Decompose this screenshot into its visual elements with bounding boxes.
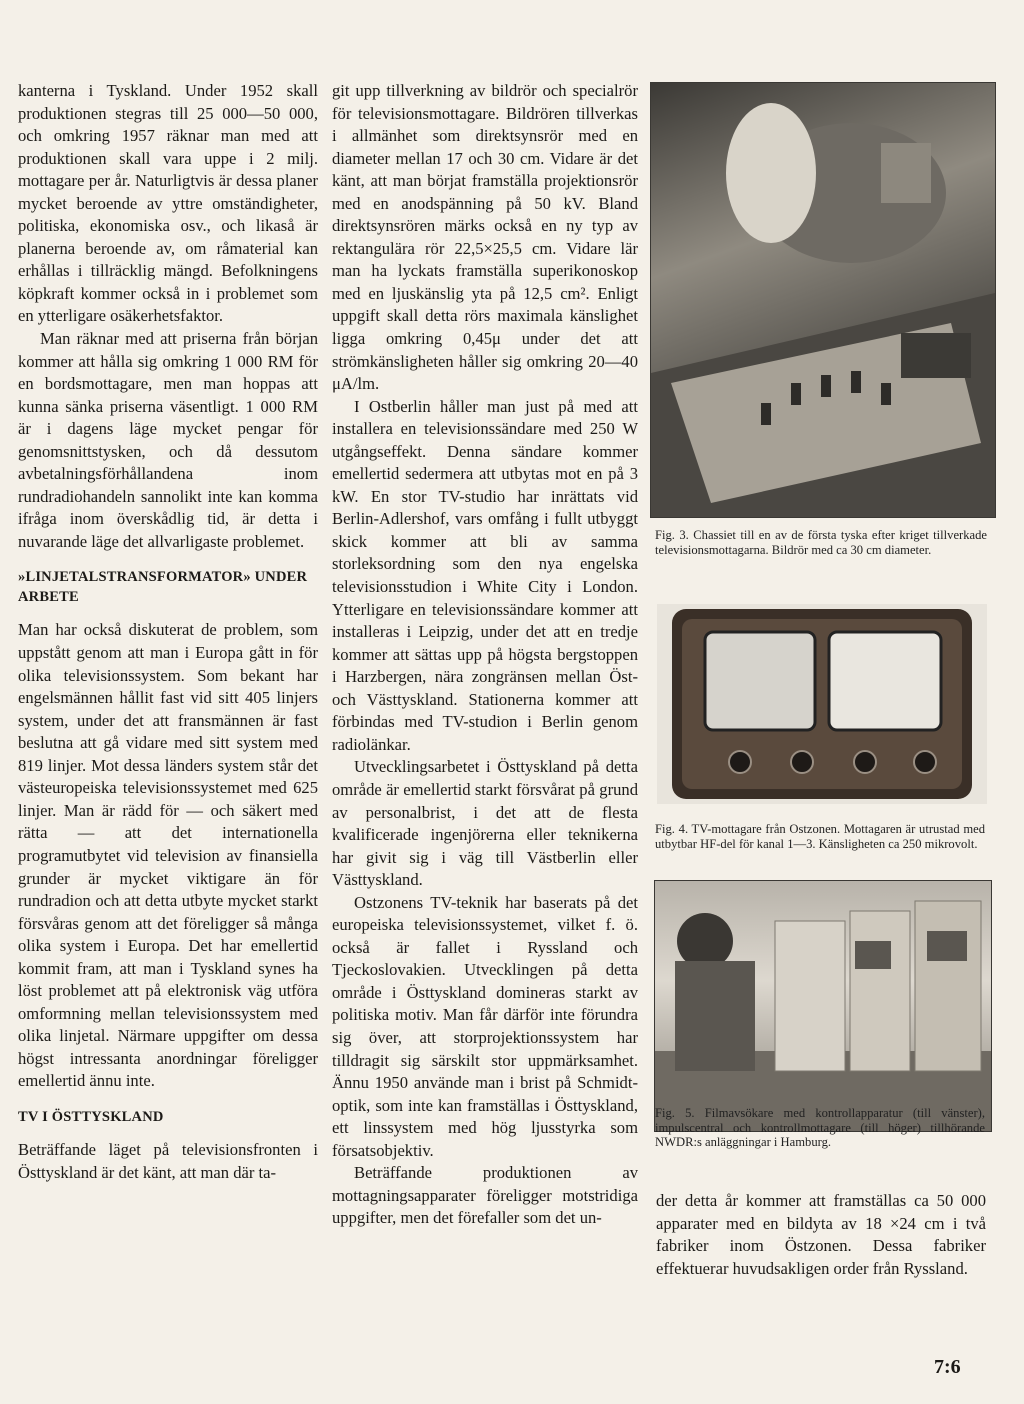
figure-3-chassis-photo xyxy=(650,82,996,518)
text-column-2 xyxy=(332,80,638,1230)
paragraph: Man räknar med att priserna från början kommer att hålla sig omkring 1 000 RM för en bordsmottagare, men man hoppas att kunna sänka priserna väsentligt. 1 000 RM är i dagens läge mycket pengar för genomsnittstysken, och då dessutom avbetalningsförhållandena inom rundradiohandeln sannolikt inte kan komma ifråga inom överskådlig tid, är detta i nuvarande läge det allvarligaste problemet. xyxy=(18,329,318,551)
paragraph: I Ostberlin håller man just på med att installera en televisionssändare med 250 W utgångseffekt. Denna sändare kommer emellertid sedermera att utbytas mot en på 3 kW. En stor TV-studio har inrättats vid Berlin-Adlershof, vars omfång i fullt utbyggt skick kommer att bli av samma storleksordning som den nya engelska televisionsstudion i White City i London. Ytterligare en televisionssändare kommer att installeras i Leipzig, under det att en tredje kommer att sättas upp på högsta bergstoppen i Harzbergen, nära zongränsen mellan Öst- och Västtyskland. Stationerna kommer att förbindas med TV-studion i Berlin genom radiolänkar. xyxy=(332,396,638,754)
figure-4-tv-receiver-photo xyxy=(657,604,987,804)
section-heading: TV I ÖSTTYSKLAND xyxy=(18,1108,164,1125)
paragraph: der detta år kommer att framställas ca 50 000 apparater med en bildyta av 18 ×24 cm i två fabriker inom Östzonen. Dessa fabriker effektuerar huvudsakligen order från Ryssland. xyxy=(656,1191,986,1278)
paragraph: kanterna i Tyskland. Under 1952 skall produktionen stegras till 25 000—50 000, och omkring 1957 räknar man med att produktionen skall vara uppe i 2 milj. mottagare per år. Naturligtvis är dessa planer mycket beroende av yttre omständigheter, politiska, ekonomiska osv., och likaså är planerna beroende av, om råmaterial kan erhållas i tillräcklig mängd. Befolkningens köpkraft kommer också in i problemet som en ytterligare osäkerhetsfaktor. xyxy=(18,81,318,326)
paragraph: Beträffande produktionen av mottagningsapparater föreligger motstridiga uppgifter, men det förefaller som det un- xyxy=(332,1163,638,1228)
figure-5-film-scanner-photo xyxy=(654,880,992,1132)
paragraph: Ostzonens TV-teknik har baserats på det europeiska televisionssystemet, vilket f. ö. också är fallet i Ryssland och Tjeckoslovakien. Utvecklingen på detta område i Östtyskland domineras starkt av politiska motiv. Man får därför inte förundra sig över, att storprojektionssystem har tilldragit sig särskilt stor uppmärksamhet. Ännu 1950 använde man i brist på Schmidt-optik, som inte kan framställas i Östtyskland, ett linssystem med hög ljusstyrka som försatsobjektiv. xyxy=(332,892,638,1160)
figure-5-caption: Fig. 5. Filmavsökare med kontrollapparatur (till vänster), impulscentral och kontrollmottagare (till höger) tillhörande NWDR:s anläggningar i Hamburg. xyxy=(655,1106,985,1149)
figure-4-caption: Fig. 4. TV-mottagare från Ostzonen. Mottagaren är utrustad med utbytbar HF-del för kanal 1—3. Känsligheten ca 250 mikrovolt. xyxy=(655,822,985,851)
paragraph: Utvecklingsarbetet i Östtyskland på detta område är emellertid starkt försvårat på grund av personalbrist, i det att de flesta kvalificerade ingenjörerna eller teknikerna har givit sig i väg till Västberlin eller Västtyskland. xyxy=(332,757,638,890)
paragraph: Man har också diskuterat de problem, som uppstått genom att man i Europa gått in för olika televisionssystem. Som bekant har engelsmännen hållit fast vid sitt 405 linjers system, under det att fransmännen är fast beslutna att gå vidare med sitt system med 819 linjer. Mot dessa länders system står det västeuropeiska televisionssystemet med 625 linjer. Man är rädd för — och säkert med rätta — att det internationella programutbytet vid television av finansiella grunder är mycket viktigare än för rundradion och att detta utbyte mycket starkt försvåras genom att det föreligger så många olika system i Europa. Det har emellertid kommit fram, att man i Tyskland synes ha löst problemet att på elektronisk väg utföra omformning mellan televisionssystem med olika linjetal. Närmare uppgifter om dessa högst intressanta anordningar föreligger emellertid ännu inte. xyxy=(18,620,318,1091)
paragraph: Beträffande läget på televisionsfronten i Östtyskland är det känt, att man där ta- xyxy=(18,1139,318,1182)
chassis-illustration xyxy=(651,83,995,517)
film-scanner-illustration xyxy=(655,881,991,1131)
tv-receiver-illustration xyxy=(657,604,987,804)
figure-3-caption: Fig. 3. Chassiet till en av de första tyska efter kriget tillverkade televisionsmottagarna. Bildrör med ca 30 cm diameter. xyxy=(655,528,987,557)
text-column-1 xyxy=(18,80,318,1184)
section-heading: »LINJETALSTRANSFORMATOR» UNDER ARBETE xyxy=(18,569,308,606)
page-number: 7:6 xyxy=(934,1356,961,1378)
text-column-3 xyxy=(656,1190,986,1280)
paragraph: git upp tillverkning av bildrör och specialrör för televisionsmottagare. Bildrören tillverkas i allmänhet som direktsynsrör med en diameter mellan 17 och 30 cm. Vidare är det känt, att man börjat framställa projektionsrör med en anodspänning på 50 kV. Bland direktsynsrören märks också en ny typ av rektangulära rör 22,5×25,5 cm. Vidare lär man ha lyckats framställa superikonoskop med en ljuskänslig yta på 12,5 cm². Enligt uppgift skall detta rörs maximala känslighet ligga omkring 0,45μ under det att strömkänsligheten håller sig omkring 20—40 μA/lm. xyxy=(332,81,638,394)
